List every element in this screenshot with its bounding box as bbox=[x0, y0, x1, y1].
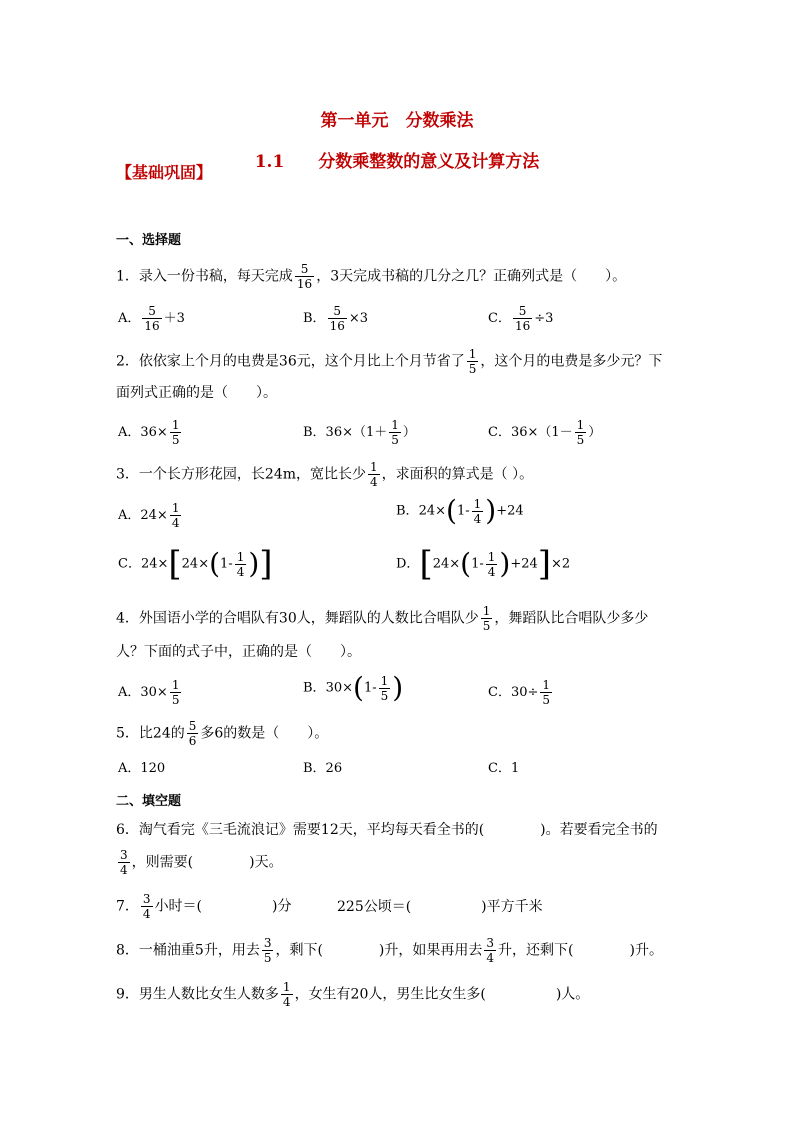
option-5b: B．26 bbox=[303, 761, 343, 776]
question-8: 8．一桶油重5升，用去 $\frac{3}{5}$ ，剩下( )升，如果再用去 $\frac{3}{4}$ 升，还剩下( )升。 bbox=[116, 936, 663, 965]
question-5: 5．比24的 $\frac{5}{6}$ 多6的数是（ ）。 bbox=[116, 719, 329, 748]
option-2c: C．36×（1－ $\frac{1}{5}$ ） bbox=[488, 418, 602, 447]
question-1: 1．录入一份书稿，每天完成 $\frac{5}{16}$ ，3天完成书稿的几分之几？正确列式是（ ）。 bbox=[116, 262, 627, 291]
option-3c: C．24×[24×(1- $\frac{1}{4}$ )] bbox=[118, 544, 273, 584]
fraction: $\frac{1}{5}$ bbox=[391, 418, 399, 447]
option-5c: C．1 bbox=[488, 761, 520, 776]
page-title: 第一单元 分数乘法 bbox=[320, 111, 474, 131]
fraction: $\frac{5}{16}$ bbox=[329, 304, 345, 333]
option-1c: C． $\frac{5}{16}$ ÷3 bbox=[488, 304, 554, 333]
fraction: $\frac{1}{4}$ bbox=[370, 460, 378, 489]
option-5a: A．120 bbox=[118, 761, 166, 776]
option-4b: B．30×(1- $\frac{1}{5}$ ) bbox=[303, 671, 404, 704]
fraction: $\frac{1}{4}$ bbox=[282, 980, 291, 1009]
fraction: $\frac{1}{5}$ bbox=[171, 418, 180, 447]
question-9: 9．男生人数比女生人数多 $\frac{1}{4}$ ，女生有20人，男生比女生多( )人。 bbox=[116, 980, 590, 1009]
question-2: 2．依依家上个月的电费是36元，这个月比上个月节省了 $\frac{1}{5}$ ，这个月的电费是多少元？下 bbox=[116, 347, 663, 376]
option-1a: A． $\frac{5}{16}$ ＋3 bbox=[118, 304, 185, 333]
question-3: 3．一个长方形花园，长24m，宽比长少 $\frac{1}{4}$ ，求面积的算式是（ ）。 bbox=[116, 460, 534, 489]
question-4: 4．外国语小学的合唱队有30人，舞蹈队的人数比合唱队少 $\frac{1}{5}$ ，舞蹈队比合唱队少多少 bbox=[116, 604, 649, 633]
option-2a: A．36× $\frac{1}{5}$ bbox=[118, 418, 180, 447]
fraction: $\frac{1}{5}$ bbox=[171, 678, 180, 707]
fraction: $\frac{3}{4}$ bbox=[486, 936, 495, 965]
question-2-cont: 面列式正确的是（ ）。 bbox=[116, 385, 277, 401]
fraction: $\frac{5}{6}$ bbox=[188, 719, 197, 748]
question-6: 6．淘气看完《三毛流浪记》需要12天，平均每天看全书的( )。若要看完全书的 bbox=[116, 822, 658, 838]
option-4a: A．30× $\frac{1}{5}$ bbox=[118, 678, 180, 707]
fraction: $\frac{3}{5}$ bbox=[263, 936, 272, 965]
fraction: $\frac{1}{4}$ bbox=[487, 549, 496, 579]
part-heading-fill: 二、填空题 bbox=[116, 794, 182, 809]
fraction: $\frac{3}{4}$ bbox=[120, 848, 128, 877]
part-heading-choice: 一、选择题 bbox=[116, 233, 182, 248]
question-4-cont: 人？下面的式子中，正确的是（ ）。 bbox=[116, 644, 361, 660]
option-3b: B．24×(1- $\frac{1}{4}$ )+24 bbox=[396, 494, 524, 527]
option-1b: B． $\frac{5}{16}$ ×3 bbox=[303, 304, 369, 333]
fraction: $\frac{1}{5}$ bbox=[576, 418, 585, 447]
fraction: $\frac{1}{5}$ bbox=[542, 678, 551, 707]
fraction: $\frac{5}{16}$ bbox=[296, 262, 313, 291]
option-3d: D．[24×(1- $\frac{1}{4}$ )+24]×2 bbox=[396, 544, 571, 584]
lesson-title: 1.1 分数乘整数的意义及计算方法 bbox=[254, 152, 540, 172]
option-3a: A．24× $\frac{1}{4}$ bbox=[118, 501, 180, 530]
fraction: $\frac{1}{4}$ bbox=[171, 501, 180, 530]
question-6-cont: $\frac{3}{4}$ ，则需要( )天。 bbox=[120, 848, 283, 877]
fraction: $\frac{5}{16}$ bbox=[144, 304, 160, 333]
fraction: $\frac{1}{4}$ bbox=[236, 549, 245, 579]
fraction: $\frac{1}{4}$ bbox=[473, 496, 482, 526]
fraction: $\frac{5}{16}$ bbox=[514, 304, 531, 333]
fraction: $\frac{1}{5}$ bbox=[482, 604, 491, 633]
question-7: 7． $\frac{3}{4}$ 小时＝( )分 bbox=[116, 892, 292, 921]
option-2b: B．36×（1＋ $\frac{1}{5}$ ） bbox=[303, 418, 416, 447]
fraction: $\frac{3}{4}$ bbox=[142, 892, 151, 921]
fraction: $\frac{1}{5}$ bbox=[380, 673, 389, 703]
section-heading: 【基础巩固】 bbox=[116, 163, 213, 182]
fraction: $\frac{1}{5}$ bbox=[468, 347, 477, 376]
question-7-part2: 225公顷＝( )平方千米 bbox=[337, 899, 543, 915]
option-4c: C．30÷ $\frac{1}{5}$ bbox=[488, 678, 551, 707]
